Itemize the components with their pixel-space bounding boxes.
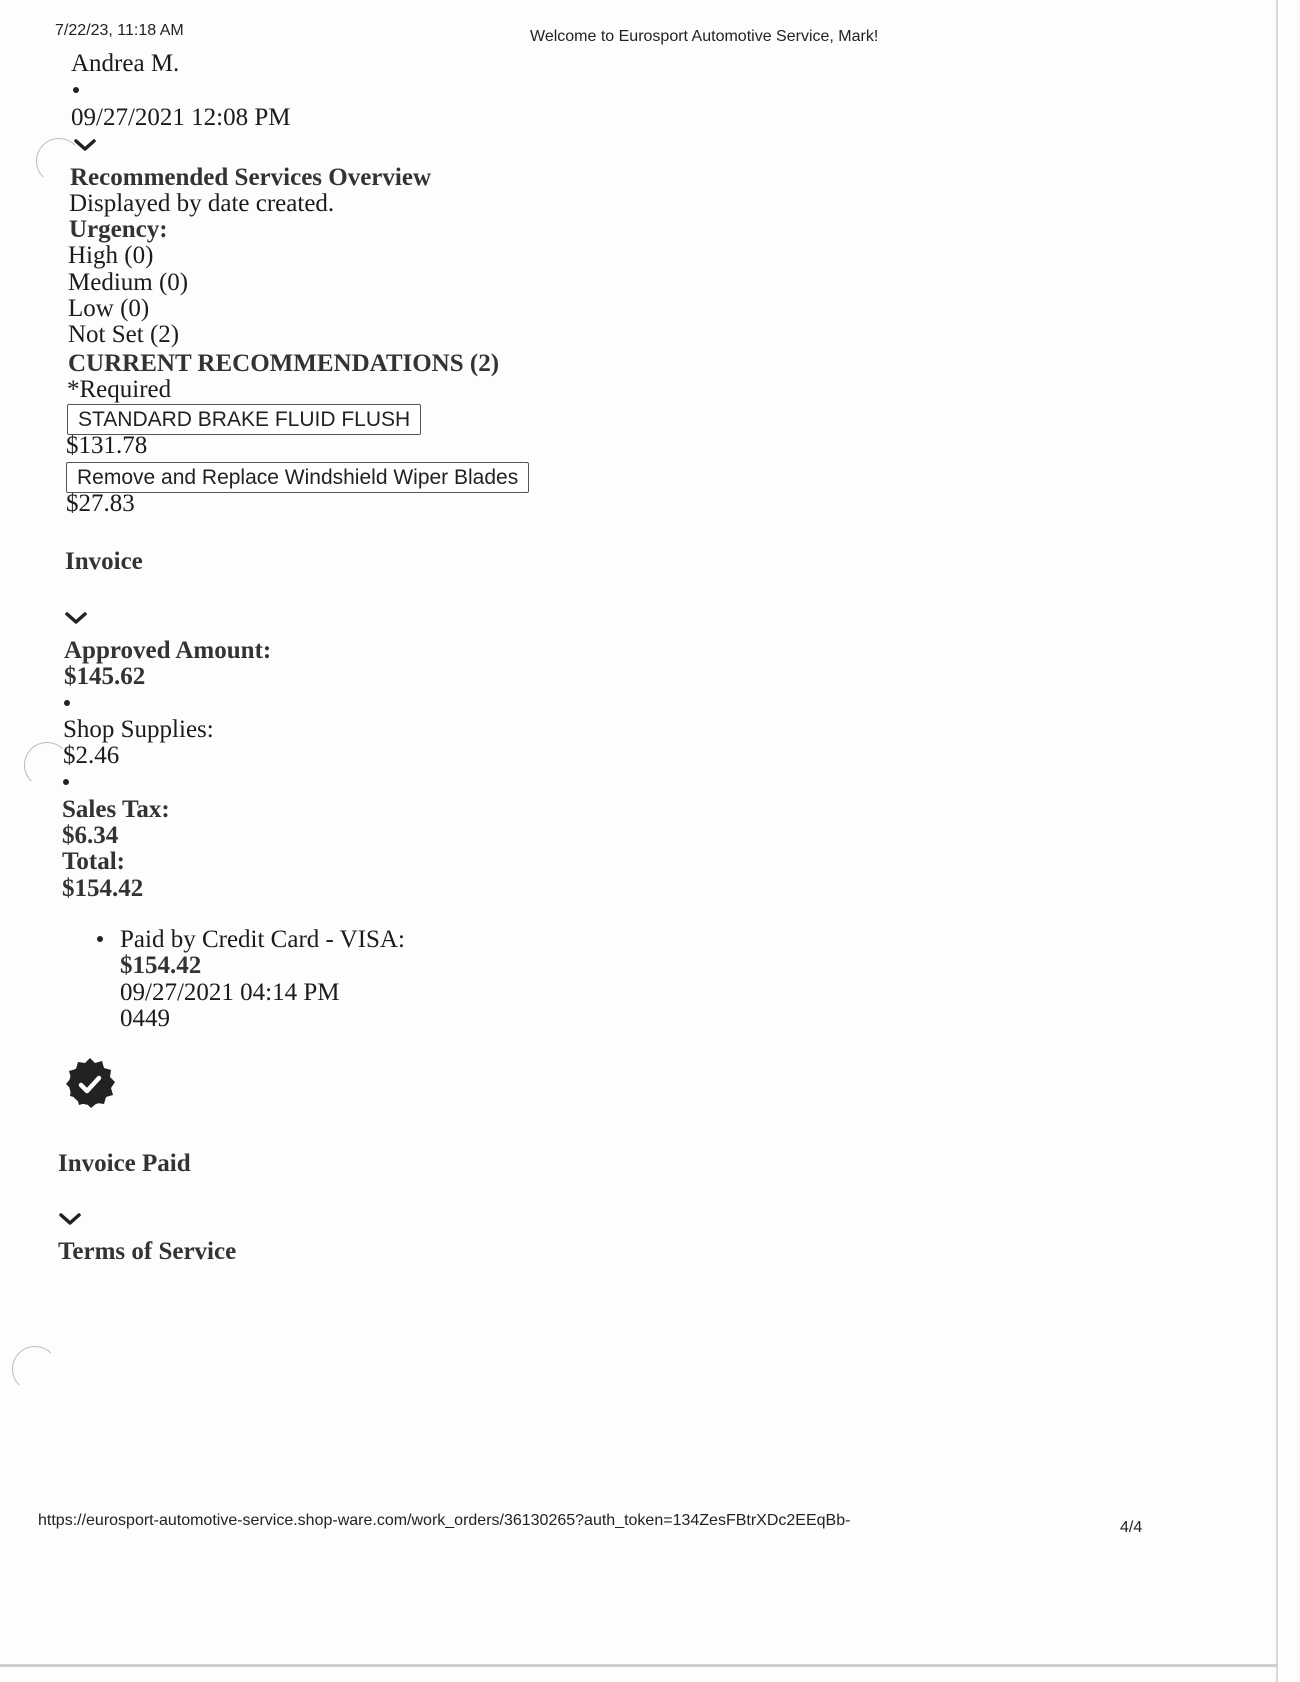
check-badge-icon: [62, 1056, 118, 1112]
service-brake-fluid-flush-button[interactable]: STANDARD BRAKE FLUID FLUSH: [67, 404, 421, 435]
current-recommendations-heading: CURRENT RECOMMENDATIONS (2): [68, 350, 500, 377]
page-edge: [1276, 0, 1278, 1682]
recommended-subtitle: Displayed by date created.: [69, 190, 335, 217]
bullet-dot: [73, 87, 79, 93]
page-edge: [0, 1664, 1278, 1667]
sales-tax-value: $6.34: [62, 822, 119, 849]
bullet-dot: [63, 779, 69, 785]
total-value: $154.42: [62, 875, 144, 902]
chevron-down-icon[interactable]: [74, 138, 96, 152]
urgency-medium[interactable]: Medium (0): [68, 269, 189, 296]
required-note: *Required: [67, 376, 172, 403]
payment-date: 09/27/2021 04:14 PM: [120, 979, 340, 1006]
urgency-high[interactable]: High (0): [68, 242, 154, 269]
footer-url[interactable]: https://eurosport-automotive-service.shop-ware.com/work_orders/36130265?auth_token=134ZesFBtrXDc2EEqBb-: [38, 1512, 851, 1529]
shop-supplies-label: Shop Supplies:: [63, 716, 214, 743]
approved-amount-label: Approved Amount:: [64, 637, 272, 664]
payment-card-last4: 0449: [120, 1005, 170, 1032]
print-datetime: 7/22/23, 11:18 AM: [55, 22, 184, 39]
invoice-paid-status: Invoice Paid: [58, 1150, 191, 1177]
urgency-low[interactable]: Low (0): [68, 295, 150, 322]
punch-hole: [12, 1346, 58, 1392]
payment-amount: $154.42: [120, 952, 202, 979]
urgency-not-set[interactable]: Not Set (2): [68, 321, 180, 348]
terms-of-service-heading[interactable]: Terms of Service: [58, 1238, 237, 1265]
invoice-title: Invoice: [65, 548, 143, 575]
bullet-dot: [97, 936, 103, 942]
advisor-name: Andrea M.: [71, 50, 180, 77]
bullet-dot: [64, 700, 70, 706]
advisor-date: 09/27/2021 12:08 PM: [71, 104, 291, 131]
service-wiper-blades-button[interactable]: Remove and Replace Windshield Wiper Blades: [66, 462, 529, 493]
welcome-message: Welcome to Eurosport Automotive Service, Mark!: [530, 28, 879, 45]
payment-method: Paid by Credit Card - VISA:: [120, 926, 405, 953]
chevron-down-icon[interactable]: [65, 611, 87, 625]
approved-amount-value: $145.62: [64, 663, 146, 690]
shop-supplies-value: $2.46: [63, 742, 120, 769]
recommended-title: Recommended Services Overview: [70, 164, 431, 191]
total-label: Total:: [62, 848, 125, 875]
sales-tax-label: Sales Tax:: [62, 796, 170, 823]
urgency-label: Urgency:: [69, 216, 168, 243]
page-number: 4/4: [1120, 1519, 1143, 1536]
service-price: $27.83: [66, 490, 135, 517]
chevron-down-icon[interactable]: [59, 1212, 81, 1226]
service-price: $131.78: [66, 432, 148, 459]
